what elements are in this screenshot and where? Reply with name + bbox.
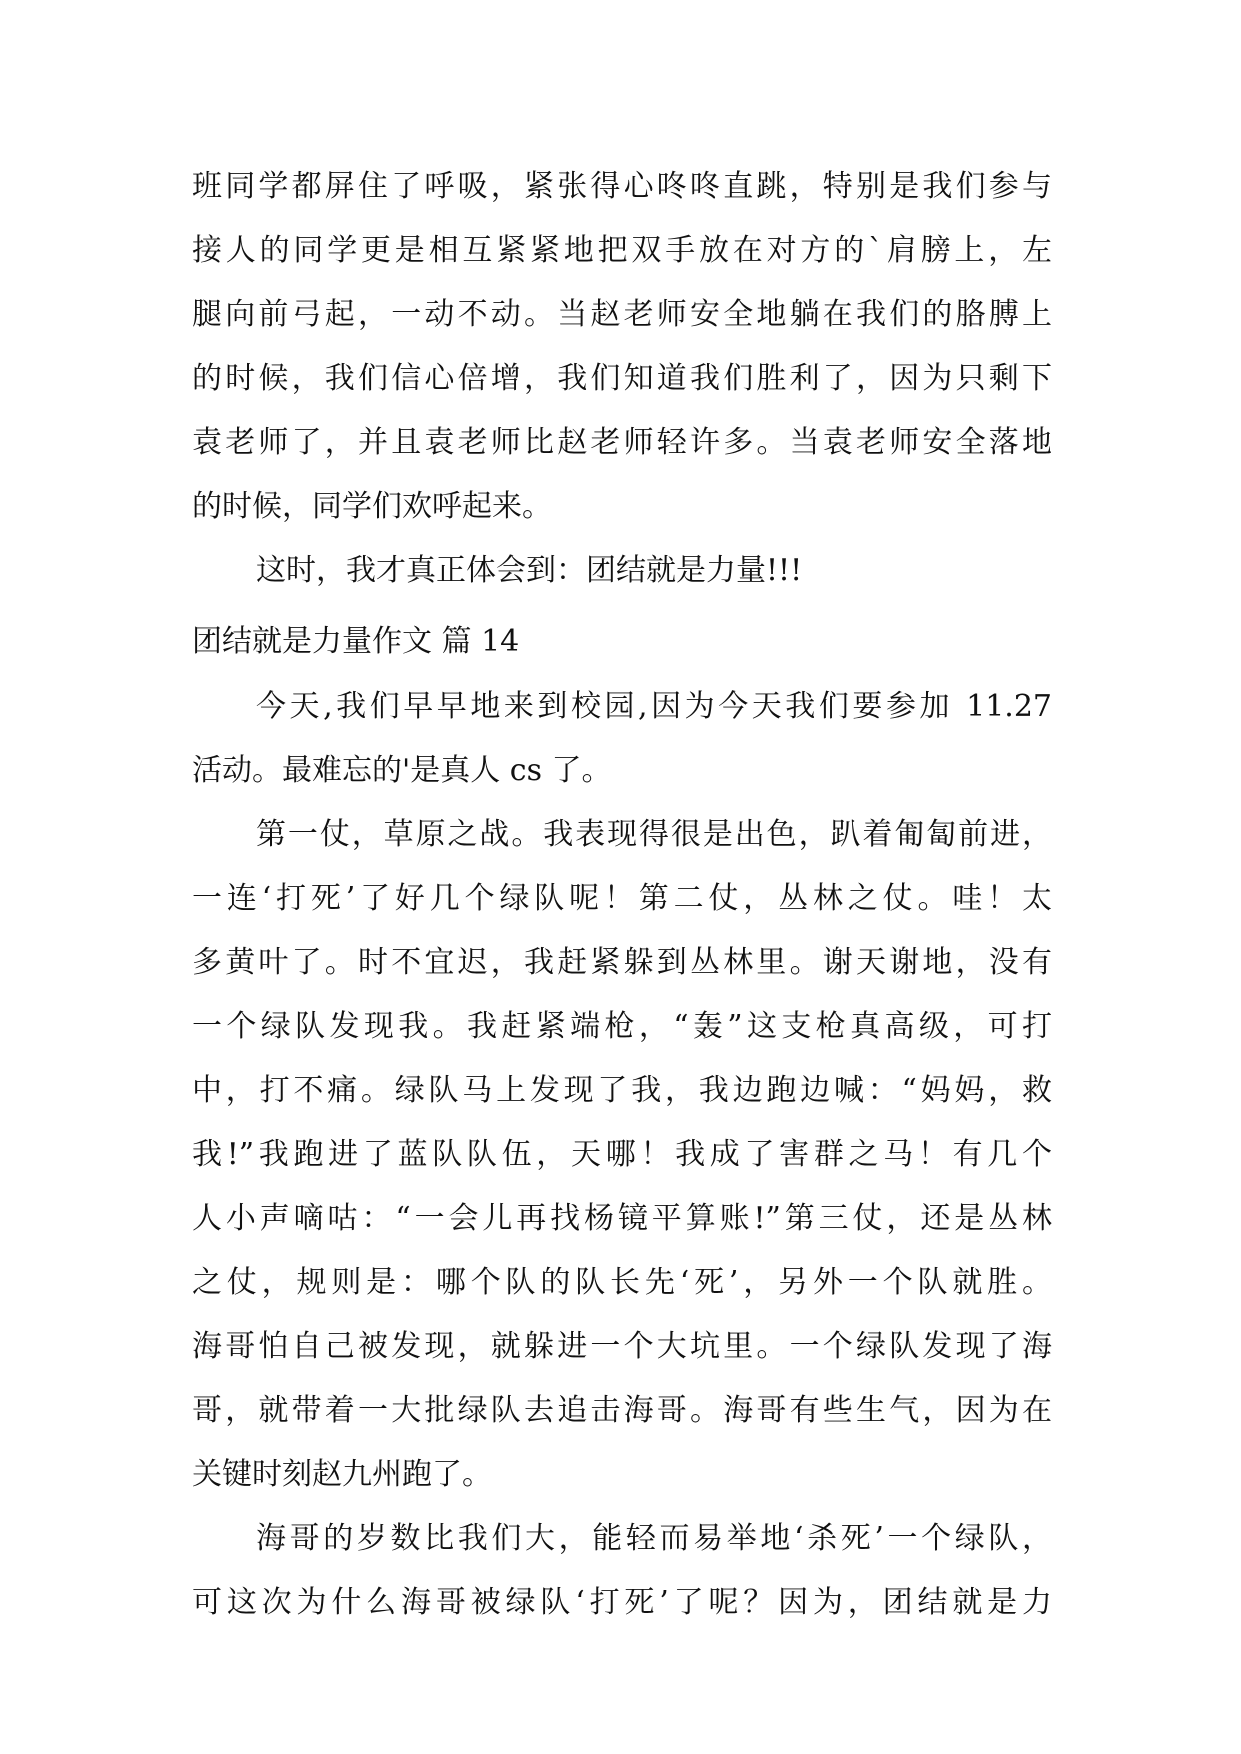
text-line: 关键时刻赵九州跑了。 [192, 1457, 492, 1492]
paragraph [192, 803, 1052, 1507]
text-line: 多黄叶了。时不宜迟，我赶紧躲到丛林里。谢天谢地，没有 [192, 945, 1052, 980]
text-line: 海哥怕自己被发现，就躲进一个大坑里。一个绿队发现了海 [192, 1329, 1052, 1364]
text-line: 今天,我们早早地来到校园,因为今天我们要参加 11.27 [256, 689, 1052, 724]
paragraph [192, 675, 1052, 803]
text-line: 人小声嘀咕：“一会儿再找杨镜平算账!”第三仗，还是丛林 [192, 1201, 1052, 1236]
essay-heading: 团结就是力量作文 篇 14 [192, 624, 520, 659]
text-line: 活动。最难忘的'是真人 cs 了。 [192, 753, 612, 788]
text-line: 我!”我跑进了蓝队队伍，天哪！我成了害群之马！有几个 [192, 1137, 1052, 1172]
text-line: 腿向前弓起，一动不动。当赵老师安全地躺在我们的胳膊上 [192, 297, 1052, 332]
text-line: 接人的同学更是相互紧紧地把双手放在对方的`肩膀上，左 [192, 233, 1052, 268]
essay-section-14 [192, 675, 1052, 1635]
text-line: 可这次为什么海哥被绿队‘打死’了呢？因为，团结就是力 [192, 1585, 1052, 1620]
essay-section-previous [192, 155, 1052, 603]
text-line: 海哥的岁数比我们大，能轻而易举地‘杀死’一个绿队， [256, 1521, 1052, 1556]
text-line: 一个绿队发现我。我赶紧端枪，“轰”这支枪真高级，可打 [192, 1009, 1052, 1044]
text-line: 之仗，规则是：哪个队的队长先‘死’，另外一个队就胜。 [192, 1265, 1052, 1300]
text-line: 的时候，我们信心倍增，我们知道我们胜利了，因为只剩下 [192, 361, 1052, 396]
text-line: 哥，就带着一大批绿队去追击海哥。海哥有些生气，因为在 [192, 1393, 1052, 1428]
text-line: 第一仗，草原之战。我表现得很是出色，趴着匍匐前进， [256, 817, 1052, 852]
text-line: 一连‘打死’了好几个绿队呢！第二仗，丛林之仗。哇！太 [192, 881, 1052, 916]
text-line: 的时候，同学们欢呼起来。 [192, 489, 552, 524]
text-line: 袁老师了，并且袁老师比赵老师轻许多。当袁老师安全落地 [192, 425, 1052, 460]
text-line: 班同学都屏住了呼吸，紧张得心咚咚直跳，特别是我们参与 [192, 169, 1052, 204]
text-line: 中，打不痛。绿队马上发现了我，我边跑边喊：“妈妈，救 [192, 1073, 1052, 1108]
closing-sentence: 这时，我才真正体会到：团结就是力量!!! [256, 553, 803, 588]
paragraph [192, 1507, 1052, 1635]
